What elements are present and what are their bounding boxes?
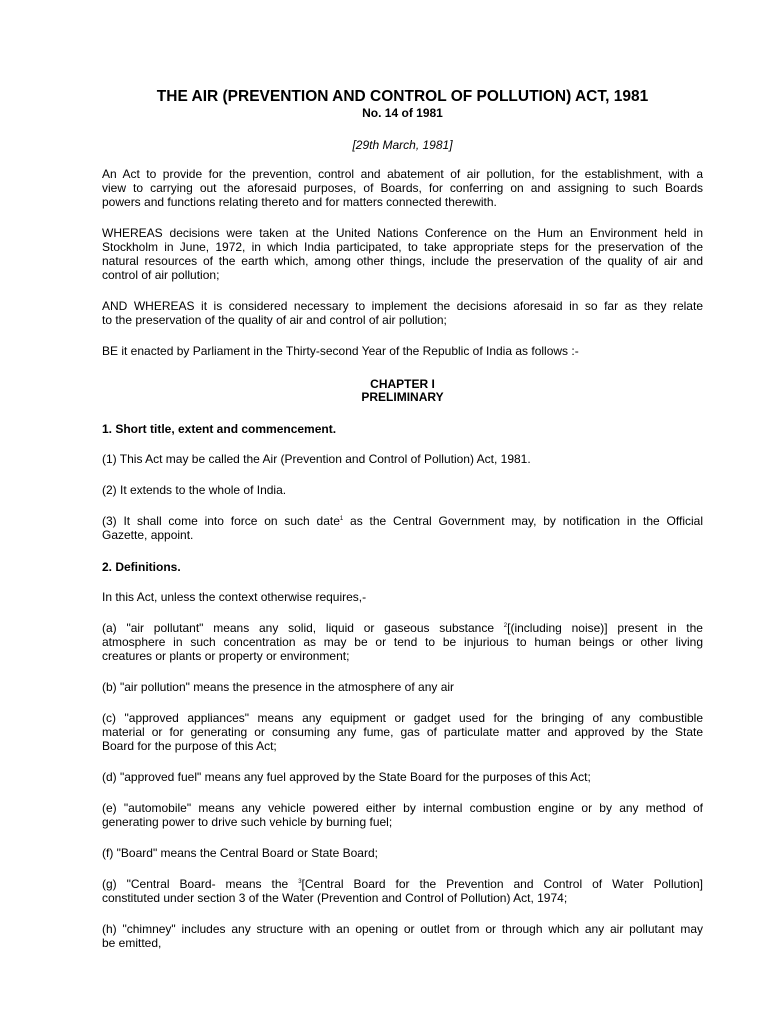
text-run: as the Central Government may, by notification in the Official <box>343 514 703 528</box>
act-number: No. 14 of 1981 <box>362 106 443 120</box>
text-line: (1) This Act may be called the Air (Prevention and Control of Pollution) Act, 1981. <box>102 452 531 466</box>
text-line: (d) "approved fuel" means any fuel approved by the State Board for the purposes of this Act; <box>102 770 591 784</box>
section-2-heading: 2. Definitions. <box>102 560 181 574</box>
section-1-sub-1 <box>102 453 703 467</box>
enactment-paragraph <box>102 345 703 359</box>
act-title: THE AIR (PREVENTION AND CONTROL OF POLLUTION) ACT, 1981 <box>156 88 649 105</box>
chapter-number: CHAPTER I <box>370 377 435 391</box>
definition-e <box>102 802 703 830</box>
act-date: [29th March, 1981] <box>352 138 453 152</box>
definition-c <box>102 712 703 754</box>
whereas-paragraph <box>102 227 703 283</box>
text-line: Board for the purpose of this Act; <box>102 738 277 753</box>
text-run: [Central Board for the Prevention and Control of Water Pollution] <box>301 877 703 891</box>
chapter-title: PRELIMINARY <box>361 390 444 404</box>
text-line: WHEREAS decisions were taken at the United Nations Conference on the Hum an Environment held in <box>102 226 703 240</box>
footnote-marker: 2 <box>503 623 508 629</box>
definition-h <box>102 923 703 951</box>
text-run: (a) "air pollutant" means any solid, liquid or gaseous substance <box>102 621 504 635</box>
text-run: (g) "Central Board- means the <box>102 877 299 891</box>
text-line: An Act to provide for the prevention, control and abatement of air pollution, for the establishment, with a <box>102 167 703 181</box>
text-line: material or for generating or consuming any fume, gas of particulate matter and approved by the State <box>102 724 703 739</box>
section-1-sub-2 <box>102 484 703 498</box>
text-line: Stockholm in June, 1972, in which India participated, to take appropriate steps for the preservation of the <box>102 239 703 254</box>
text-line: Gazette, appoint. <box>102 527 194 542</box>
text-line: (c) "approved appliances" means any equipment or gadget used for the bringing of any combustible <box>102 711 703 725</box>
text-line: In this Act, unless the context otherwise requires,- <box>102 590 367 604</box>
definition-d <box>102 771 703 785</box>
text-line <box>102 515 703 529</box>
preamble-paragraph <box>102 168 703 210</box>
text-line: view to carrying out the aforesaid purposes, of Boards, for conferring on and assigning to such Boards <box>102 180 703 195</box>
text-line: control of air pollution; <box>102 267 220 282</box>
footnote-marker: 1 <box>339 516 344 522</box>
text-line: creatures or plants or property or environment; <box>102 648 350 663</box>
text-line: BE it enacted by Parliament in the Thirty-second Year of the Republic of India as follows :- <box>102 344 579 358</box>
text-line: AND WHEREAS it is considered necessary to implement the decisions aforesaid in so far as they relate <box>102 299 703 313</box>
text-line: powers and functions relating thereto and for matters connected therewith. <box>102 194 497 209</box>
text-line: (h) "chimney" includes any structure with an opening or outlet from or through which any air pollutant may <box>102 922 703 936</box>
text-line: generating power to drive such vehicle by burning fuel; <box>102 814 393 829</box>
text-line: constituted under section 3 of the Water (Prevention and Control of Pollution) Act, 1974; <box>102 890 568 905</box>
text-line: (f) "Board" means the Central Board or State Board; <box>102 846 378 860</box>
text-line: be emitted, <box>102 935 162 950</box>
section-2-intro <box>102 591 703 605</box>
and-whereas-paragraph <box>102 300 703 328</box>
definition-f <box>102 847 703 861</box>
section-1-heading: 1. Short title, extent and commencement. <box>102 422 337 436</box>
text-run: [(including noise)] present in the <box>507 621 703 635</box>
footnote-marker: 3 <box>298 879 302 885</box>
definition-g <box>102 878 703 906</box>
section-1-sub-3 <box>102 515 703 543</box>
definition-b <box>102 681 703 695</box>
text-run: (3) It shall come into force on such date <box>102 514 340 528</box>
text-line <box>102 622 703 636</box>
definition-a <box>102 622 703 664</box>
text-line <box>102 878 703 892</box>
text-line: (e) "automobile" means any vehicle powered either by internal combustion engine or by any method of <box>102 801 703 815</box>
text-line: (2) It extends to the whole of India. <box>102 483 287 497</box>
text-line: to the preservation of the quality of air and control of air pollution; <box>102 312 447 327</box>
text-line: natural resources of the earth which, among other things, include the preservation of the quality of air and <box>102 253 703 268</box>
text-line: atmosphere in such concentration as may be or tend to be injurious to human beings or other living <box>102 634 703 649</box>
text-line: (b) "air pollution" means the presence in the atmosphere of any air <box>102 680 455 694</box>
